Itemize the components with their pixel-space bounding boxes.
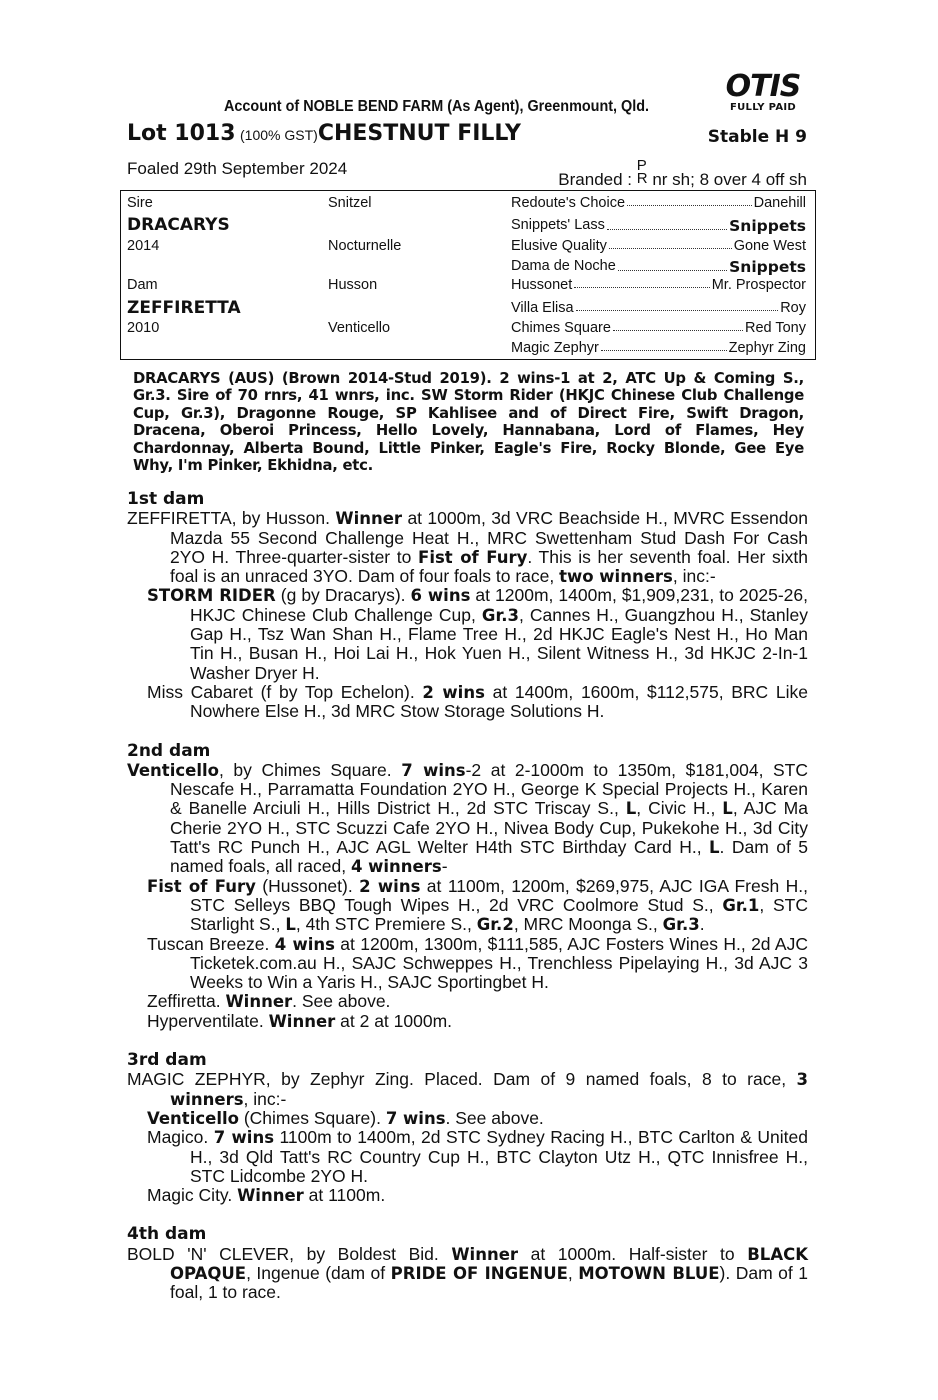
- branded-label: Branded :: [558, 170, 633, 189]
- section-heading: 4th dam: [127, 1224, 207, 1245]
- lot-number: Lot 1013: [127, 121, 236, 146]
- dam-entry: ZEFFIRETTA, by Husson. Winner at 1000m, 3d VRC Beachside H., MVRC Essendon Mazda 55 Second Challenge Heat H., MRC Swettenham Stud Dash For Cash 2YO H. Three-quarter-sister to Fist of Fury. This is her seventh foal. Her sixth foal is an unraced 3YO. Dam of four foals to race, two winners, inc:-: [127, 508, 809, 587]
- first-dam-section: [127, 490, 808, 722]
- second-dam-section: [127, 742, 808, 1031]
- grandparent: Nocturnelle: [328, 238, 402, 254]
- section-heading: 2nd dam: [127, 740, 211, 761]
- great-grandparent: Magic Zephyr Zephyr Zing: [511, 340, 806, 356]
- pedigree-table: [120, 190, 816, 360]
- lot-line: [127, 121, 521, 146]
- section-heading: 1st dam: [127, 489, 205, 509]
- sire-summary: DRACARYS (AUS) (Brown 2014-Stud 2019). 2 wins-1 at 2, ATC Up & Coming S., Gr.3. Sire of 70 rnrs, 41 wnrs, inc. SW Storm Rider (HKJC Chinese Club Challenge Cup, Gr.3), Dragonne Rouge, SP Kahlisee and of Direct Fire, Swift Dragon, Dracena, Oberoi Princess, Hello Lovely, Hannabana, Lord of Flames, Hey Chardonnay, Alberta Bound, Little Pinker, Eagle's Fire, Rocky Blonde, Gee Eye Why, I'm Pinker, Ekhidna, etc.: [133, 370, 804, 475]
- sire-label: Sire: [127, 195, 153, 211]
- progeny-entry: Miss Cabaret (f by Top Echelon). 2 wins at 1400m, 1600m, $112,575, BRC Like Nowhere Else H., 3d MRC Stow Storage Solutions H.: [147, 681, 808, 722]
- gst-note: (100% GST): [240, 127, 318, 143]
- dam-entry: Venticello, by Chimes Square. 7 wins-2 at 2-1000m to 1350m, $181,004, STC Nescafe H., Parramatta Foundation 2YO H., George K Special Projects H., Karen & Banelle Arciuli H., Hills District H., 2d STC Triscay S., L, Civic H., L, AJC Ma Cherie 2YO H., STC Scuzzi Cafe 2YO H., Nivea Body Cup, Pukekohe H., 3d City Tatt's RC Punch H., AJC AGL Welter H4th STC Birthday Card H., L. Dam of 5 named foals, all raced, 4 winners-: [127, 759, 809, 877]
- otis-logo-mark: OTIS: [725, 69, 801, 104]
- dam-name: ZEFFIRETTA: [127, 298, 241, 318]
- progeny-entry: Tuscan Breeze. 4 wins at 1200m, 1300m, $111,585, AJC Fosters Wines H., 2d AJC Ticketek.com.au H., SAJC Schweppes H., Trenchless Pipelaying H., 3d AJC 3 Weeks to Win a Yaris H., SAJC Sportingbet H.: [147, 933, 808, 993]
- dam-year: 2010: [127, 320, 160, 336]
- great-grandparent: Hussonet Mr. Prospector: [511, 277, 806, 293]
- great-grandparent: Dama de Noche Snippets: [511, 258, 806, 276]
- grandparent: Husson: [328, 277, 378, 293]
- branded-detail: nr sh; 8 over 4 off sh: [652, 170, 807, 189]
- lot-description: CHESTNUT FILLY: [317, 121, 521, 146]
- great-grandparent: Chimes Square Red Tony: [511, 320, 806, 336]
- progeny-entry: Zeffiretta. Winner. See above.: [147, 991, 391, 1012]
- sire-year: 2014: [127, 238, 160, 254]
- vendor-account: Account of NOBLE BEND FARM (As Agent), Greenmount, Qld.: [224, 98, 650, 115]
- progeny-entry: Magic City. Winner at 1100m.: [147, 1185, 386, 1206]
- foaled-date: Foaled 29th September 2024: [127, 159, 348, 178]
- payment-status: FULLY PAID: [729, 102, 797, 113]
- progeny-entry: Venticello (Chimes Square). 7 wins. See above.: [147, 1107, 544, 1128]
- otis-logo: [720, 69, 806, 114]
- great-grandparent: Snippets' Lass Snippets: [511, 217, 806, 235]
- grandparent: Venticello: [328, 320, 391, 336]
- great-grandparent: Villa Elisa Roy: [511, 300, 806, 316]
- stable-location: Stable H 9: [707, 127, 807, 147]
- progeny-entry: Magico. 7 wins 1100m to 1400m, 2d STC Sydney Racing H., BTC Carlton & United H., 3d Qld Tatt's RC Country Cup H., BTC Clayton Utz H., QTC Innisfree H., STC Lidcombe 2YO H.: [147, 1127, 808, 1186]
- dam-label: Dam: [127, 277, 158, 293]
- fourth-dam-section: [127, 1225, 808, 1302]
- dam-entry: BOLD 'N' CLEVER, by Boldest Bid. Winner at 1000m. Half-sister to BLACK OPAQUE, Ingenue (dam of PRIDE OF INGENUE, MOTOWN BLUE). Dam of 1 foal, 1 to race.: [127, 1243, 808, 1303]
- great-grandparent: Elusive Quality Gone West: [511, 238, 806, 254]
- dam-entry: MAGIC ZEPHYR, by Zephyr Zing. Placed. Dam of 9 named foals, 8 to race, 3 winners, inc:-: [127, 1069, 808, 1109]
- progeny-entry: Fist of Fury (Hussonet). 2 wins at 1100m, 1200m, $269,975, AJC IGA Fresh H., STC Selleys BBQ Tough Wipes H., 2d VRC Coolmore Stud S., Gr.1, STC Starlight S., L, 4th STC Premiere S., Gr.2, MRC Moonga S., Gr.3.: [147, 875, 808, 935]
- brand-mark-icon: P R: [636, 157, 648, 187]
- sire-name: DRACARYS: [127, 215, 230, 235]
- dam-lines: [127, 490, 808, 1323]
- third-dam-section: [127, 1051, 808, 1205]
- progeny-entry: STORM RIDER (g by Dracarys). 6 wins at 1200m, 1400m, $1,909,231, to 2025-26, HKJC Chinese Club Challenge Cup, Gr.3, Cannes H., Guangzhou H., Stanley Gap H., Tsz Wan Shan H., Flame Tree H., 2d HKJC Eagle's Nest H., Ho Man Tin H., Busan H., Hoi Lai H., Hok Yuen H., Silent Witness H., 3d HKJC 2-In-1 Washer Dryer H.: [147, 585, 809, 683]
- grandparent: Snitzel: [328, 195, 372, 211]
- branded-line: [558, 159, 807, 190]
- progeny-entry: Hyperventilate. Winner at 2 at 1000m.: [147, 1010, 453, 1031]
- section-heading: 3rd dam: [127, 1050, 207, 1071]
- great-grandparent: Redoute's Choice Danehill: [511, 195, 806, 211]
